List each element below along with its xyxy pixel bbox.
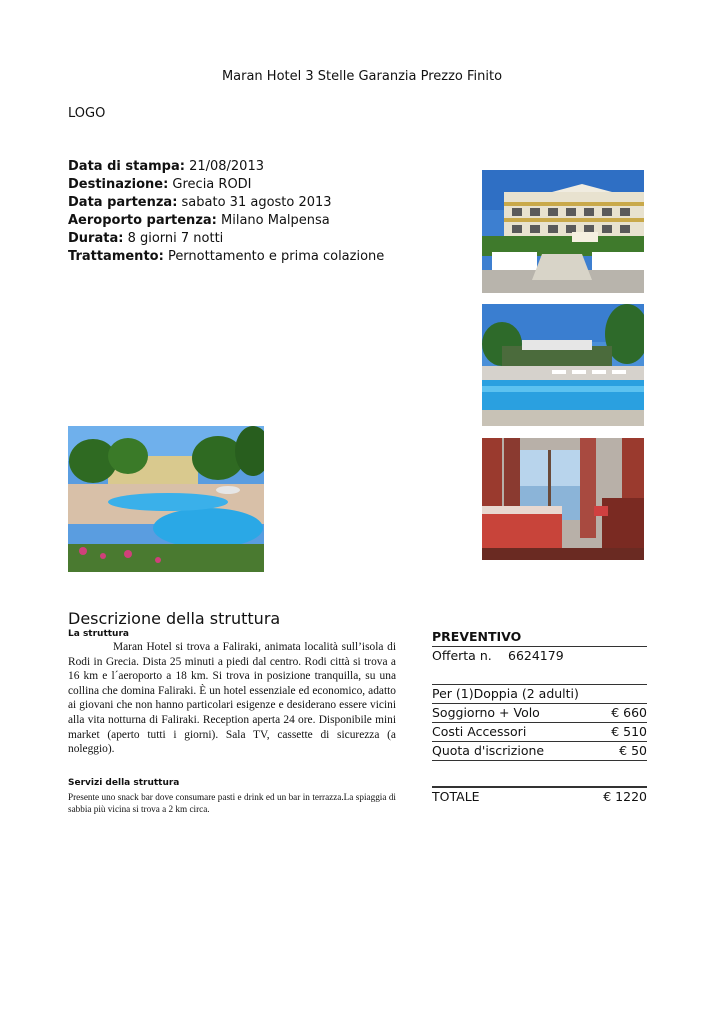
- quote-box: [432, 628, 647, 806]
- detail-value: Pernottamento e prima colazione: [167, 249, 385, 264]
- services-subheading: Servizi della struttura: [68, 778, 180, 788]
- offer-label: Offerta n.: [432, 648, 492, 663]
- total-row: [432, 787, 647, 806]
- description-heading: Descrizione della struttura: [68, 609, 281, 628]
- price-amount: € 510: [611, 724, 647, 739]
- structure-subheading: La struttura: [68, 629, 129, 639]
- bedroom-photo: [482, 438, 644, 560]
- detail-board: [68, 248, 384, 266]
- price-row: [432, 723, 647, 742]
- pool-terrace-photo: [482, 304, 644, 426]
- detail-value: Milano Malpensa: [221, 213, 330, 228]
- pool-gardens-photo: [68, 426, 264, 572]
- price-row: [432, 704, 647, 723]
- price-label: Quota d'iscrizione: [432, 743, 545, 758]
- detail-label: Data partenza:: [68, 195, 178, 210]
- detail-value: Grecia RODI: [172, 177, 252, 192]
- detail-destination: [68, 176, 384, 194]
- detail-value: 21/08/2013: [189, 159, 264, 174]
- total-label: TOTALE: [432, 789, 480, 804]
- page-title: Maran Hotel 3 Stelle Garanzia Prezzo Finito: [221, 69, 503, 84]
- detail-value: sabato 31 agosto 2013: [181, 195, 332, 210]
- quote-divider: [432, 769, 647, 787]
- detail-value: 8 giorni 7 notti: [127, 231, 224, 246]
- trip-details: [68, 158, 384, 266]
- total-amount: € 1220: [603, 789, 647, 804]
- logo-placeholder: LOGO: [68, 106, 106, 121]
- room-description: Per (1)Doppia (2 adulti): [432, 686, 579, 701]
- services-description: Presente uno snack bar dove consumare pasti e drink ed un bar in terrazza.La spiaggia di sabbia più vicina si trova a 2 km circa.: [68, 792, 396, 814]
- price-amount: € 50: [619, 743, 647, 758]
- detail-label: Aeroporto partenza:: [68, 213, 217, 228]
- price-label: Costi Accessori: [432, 724, 527, 739]
- hotel-facade-photo: [482, 170, 644, 293]
- detail-print-date: [68, 158, 384, 176]
- offer-number: 6624179: [508, 648, 564, 663]
- detail-label: Durata:: [68, 231, 124, 246]
- detail-departure-date: [68, 194, 384, 212]
- quote-divider: [432, 665, 647, 685]
- detail-label: Data di stampa:: [68, 159, 185, 174]
- detail-departure-airport: [68, 212, 384, 230]
- price-label: Soggiorno + Volo: [432, 705, 540, 720]
- quote-title: PREVENTIVO: [432, 629, 522, 644]
- quote-title-row: [432, 628, 647, 647]
- offer-row: [432, 647, 647, 665]
- detail-label: Trattamento:: [68, 249, 164, 264]
- detail-duration: [68, 230, 384, 248]
- detail-label: Destinazione:: [68, 177, 169, 192]
- structure-description: Maran Hotel si trova a Faliraki, animata località sull’isola di Rodi in Grecia. Dista 25 minuti a piedi dal centro. Rodi città si trova a 16 km e l´aeroporto a 18 km. Si trova in posizione tranquilla, su una collina che domina Faliraki. È un hotel essenziale ed economico, adatto ai giovani che non hanno particolari esigenze e desiderano essere vicini alla vita notturna di Faliraki. Reception aperta 24 ore. Disponibile mini market (aperto tutti i giorni). Sala TV, cassette di sicurezza (a noleggio).: [68, 641, 396, 756]
- room-row: [432, 685, 647, 704]
- price-amount: € 660: [611, 705, 647, 720]
- price-row: [432, 742, 647, 761]
